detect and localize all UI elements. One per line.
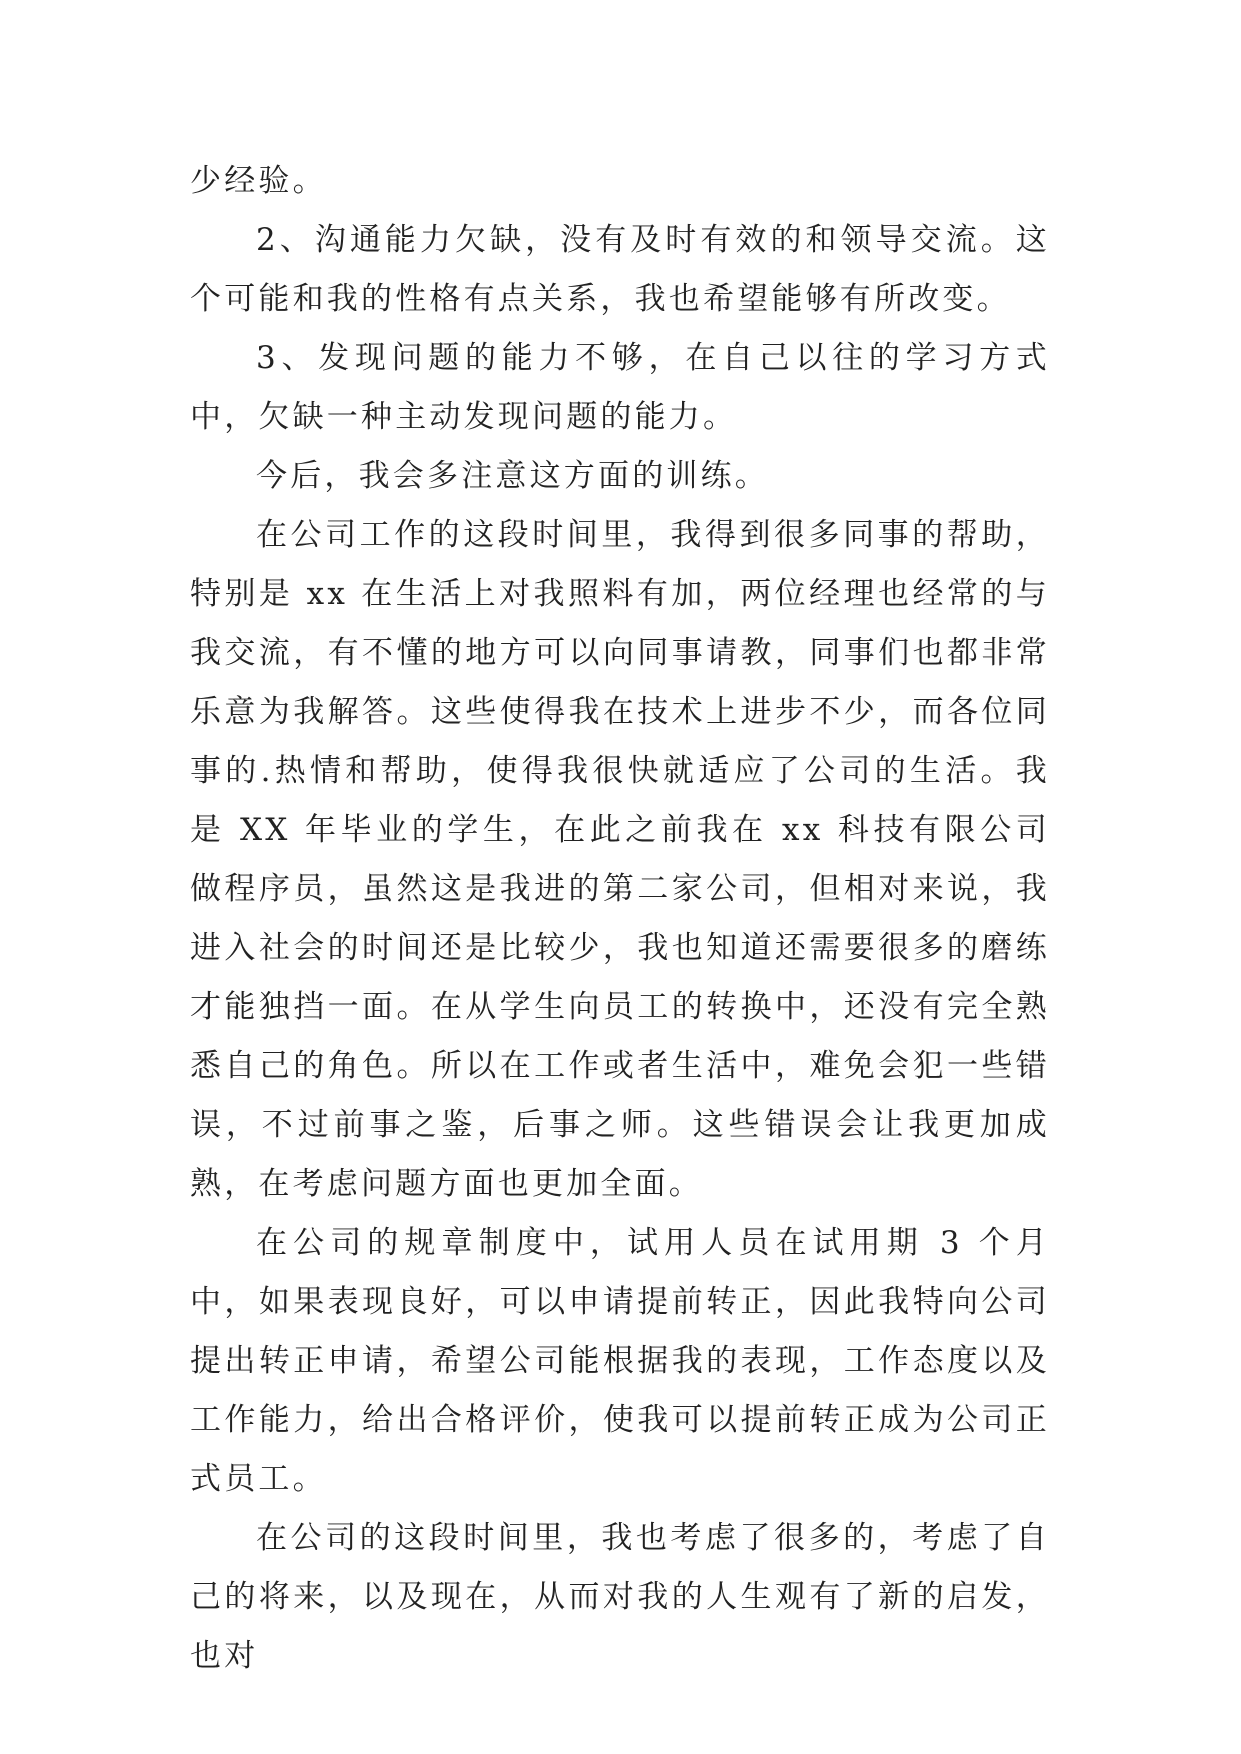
paragraph-future: 今后，我会多注意这方面的训练。 (256, 458, 769, 494)
paragraph-continuation: 少经验。 (190, 163, 327, 199)
paragraph-item-2: 2、沟通能力欠缺，没有及时有效的和领导交流。这个可能和我的性格有点关系，我也希望能够有所改变。 (190, 222, 1050, 317)
body-text (190, 152, 1050, 1686)
paragraph-colleagues: 在公司工作的这段时间里，我得到很多同事的帮助，特别是 xx 在生活上对我照料有加，两位经理也经常的与我交流，有不懂的地方可以向同事请教，同事们也都非常乐意为我解答。这些使得我在技术上进步不少，而各位同事的.热情和帮助，使得我很快就适应了公司的生活。我是 XX 年毕业的学生，在此之前我在 xx 科技有限公司做程序员，虽然这是我进的第二家公司，但相对来说，我进入社会的时间还是比较少，我也知道还需要很多的磨练才能独挡一面。在从学生向员工的转换中，还没有完全熟悉自己的角色。所以在工作或者生活中，难免会犯一些错误，不过前事之鉴，后事之师。这些错误会让我更加成熟，在考虑问题方面也更加全面。 (190, 517, 1050, 1202)
paragraph-application: 在公司的规章制度中，试用人员在试用期 3 个月中，如果表现良好，可以申请提前转正，因此我特向公司提出转正申请，希望公司能根据我的表现，工作态度以及工作能力，给出合格评价，使我可以提前转正成为公司正式员工。 (190, 1225, 1050, 1497)
paragraph-reflection: 在公司的这段时间里，我也考虑了很多的，考虑了自己的将来，以及现在，从而对我的人生观有了新的启发，也对 (190, 1520, 1050, 1674)
paragraph-item-3: 3、发现问题的能力不够，在自己以往的学习方式中，欠缺一种主动发现问题的能力。 (190, 340, 1050, 435)
